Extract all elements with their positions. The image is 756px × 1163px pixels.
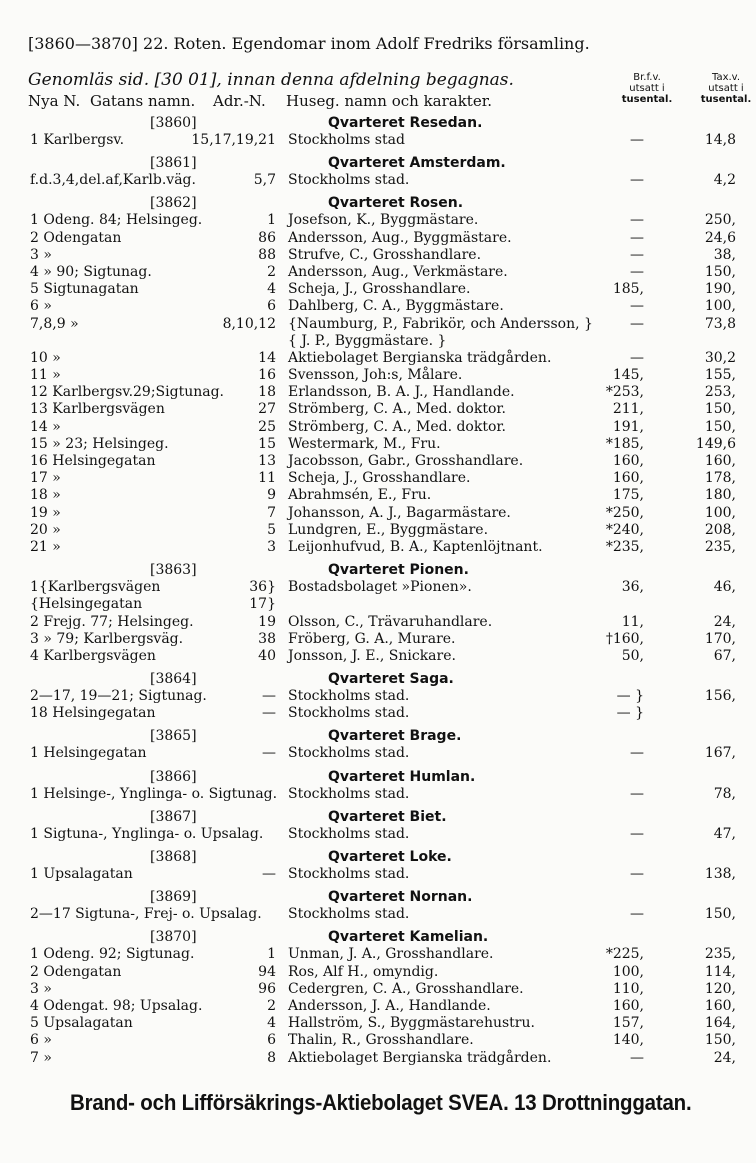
property-row: [0, 384, 756, 401]
property-row: [0, 247, 756, 264]
reading-note: Genomläs sid. [30 01], innan denna afdelning begagnas.: [28, 70, 514, 90]
owner: Ros, Alf H., omyndig.: [288, 963, 439, 980]
col-street-name: Gatans namn.: [90, 92, 196, 110]
address: 5 Sigtunagatan: [30, 281, 139, 298]
col-address-number: Adr.-N.: [213, 92, 266, 110]
street-number: 1: [267, 212, 276, 229]
address: 7 »: [30, 1049, 52, 1066]
quarter-block: [0, 562, 756, 671]
quarter-heading: [0, 115, 756, 132]
quarter-heading: [0, 849, 756, 866]
quarter-code: [3867]: [150, 808, 197, 825]
address: 4 Karlbergsvägen: [30, 647, 156, 664]
owner: Dahlberg, C. A., Byggmästare.: [288, 298, 504, 315]
quarter-block: [0, 155, 756, 195]
property-row: [0, 350, 756, 367]
tax-value: 73,8: [704, 315, 736, 332]
tax-value: 100,: [704, 504, 736, 521]
property-row: [0, 745, 756, 762]
street-number: 15,17,19,21: [191, 132, 276, 148]
col-owner: Huseg. namn och karakter.: [286, 92, 493, 110]
street-number: 19: [258, 613, 276, 630]
owner: Stockholms stad.: [288, 705, 410, 722]
street-number: 4: [267, 1015, 276, 1032]
property-row: [0, 596, 756, 613]
owner: Stockholms stad.: [288, 745, 410, 762]
fire-insurance-value: — }: [616, 705, 644, 722]
street-number: 8: [267, 1049, 276, 1066]
fire-insurance-value: —: [630, 825, 644, 842]
street-number: 16: [258, 367, 276, 384]
property-row: [0, 946, 756, 963]
owner: Josefson, K., Byggmästare.: [288, 212, 479, 229]
street-number: 7: [267, 504, 276, 521]
address: 3 »: [30, 246, 52, 263]
fire-insurance-value: 11,: [621, 613, 644, 630]
owner: Stockholms stad: [288, 132, 405, 148]
owner: Bostadsbolaget »Pionen».: [288, 579, 472, 596]
owner: Cedergren, C. A., Grosshandlare.: [288, 980, 524, 997]
quarter-block: [0, 849, 756, 889]
address: 3 »: [30, 980, 52, 997]
tax-value: 208,: [704, 521, 736, 538]
quarter-name: Qvarteret Resedan.: [328, 115, 483, 131]
owner: Johansson, A. J., Bagarmästare.: [288, 504, 511, 521]
quarter-heading: [0, 671, 756, 688]
address: 1 Sigtuna-, Ynglinga- o. Upsalag.: [30, 825, 264, 842]
fire-insurance-value: 160,: [612, 470, 644, 487]
street-number: 9: [267, 487, 276, 504]
address: 2 Odengatan: [30, 963, 122, 980]
owner: Strufve, C., Grosshandlare.: [288, 246, 482, 263]
address: 1 Odeng. 84; Helsingeg.: [30, 212, 203, 229]
quarter-code: [3866]: [150, 768, 197, 785]
property-row: [0, 367, 756, 384]
owner: Stockholms stad.: [288, 825, 410, 842]
tax-value: 4,2: [713, 172, 736, 189]
owner: Jonsson, J. E., Snickare.: [288, 647, 456, 664]
tax-value: 235,: [704, 538, 736, 555]
owner: Olsson, C., Trävaruhandlare.: [288, 613, 493, 630]
address: 2—17 Sigtuna-, Frej- o. Upsalag.: [30, 906, 262, 923]
property-row: [0, 688, 756, 705]
owner: Fröberg, G. A., Murare.: [288, 630, 456, 647]
fire-insurance-value: 145,: [612, 367, 644, 384]
tax-value: 156,: [704, 688, 736, 705]
street-number: —: [262, 745, 276, 762]
tax-value: 24,6: [704, 229, 736, 246]
tax-value: 180,: [704, 487, 736, 504]
fire-insurance-value: 175,: [612, 487, 644, 504]
fire-insurance-value: 211,: [612, 401, 644, 418]
owner: Strömberg, C. A., Med. doktor.: [288, 418, 507, 435]
owner: Scheja, J., Grosshandlare.: [288, 470, 471, 487]
street-number: 1: [267, 946, 276, 963]
street-number: 25: [258, 418, 276, 435]
street-number: —: [262, 866, 276, 882]
property-row: [0, 614, 756, 631]
tax-value: 67,: [713, 647, 736, 664]
fire-insurance-value: —: [630, 745, 644, 762]
quarter-code: [3860]: [150, 115, 197, 131]
tax-value: 178,: [704, 470, 736, 487]
fire-insurance-value: 157,: [612, 1015, 644, 1032]
quarter-heading: [0, 769, 756, 786]
fire-insurance-value: —: [630, 172, 644, 189]
street-number: 88: [258, 246, 276, 263]
quarter-block: [0, 769, 756, 809]
fire-insurance-value: 185,: [612, 281, 644, 298]
address: 2—17, 19—21; Sigtunag.: [30, 688, 207, 705]
street-number: —: [262, 688, 276, 705]
tax-value: 150,: [704, 906, 736, 923]
fire-insurance-value: —: [630, 349, 644, 366]
property-row: [0, 132, 756, 149]
quarter-code: [3863]: [150, 562, 197, 579]
address: 2 Frejg. 77; Helsingeg.: [30, 613, 194, 630]
owner: Abrahmsén, E., Fru.: [288, 487, 432, 504]
quarter-name: Qvarteret Amsterdam.: [328, 155, 506, 172]
address: {Helsingegatan: [30, 596, 143, 613]
street-number: 40: [258, 647, 276, 664]
owner: {Naumburg, P., Fabrikör, och Andersson, }: [288, 315, 593, 332]
owner: Scheja, J., Grosshandlare.: [288, 281, 471, 298]
property-row: [0, 401, 756, 418]
address: 1 Odeng. 92; Sigtunag.: [30, 946, 195, 963]
tax-value: 138,: [704, 866, 736, 882]
quarter-block: [0, 195, 756, 562]
owner: { J. P., Byggmästare. }: [288, 332, 447, 349]
owner: Stockholms stad.: [288, 172, 410, 189]
tax-value: 78,: [713, 785, 736, 802]
fire-insurance-value: — }: [616, 688, 644, 705]
address: 1 Helsingegatan: [30, 745, 147, 762]
fire-insurance-value: *235,: [605, 538, 644, 555]
quarter-name: Qvarteret Nornan.: [328, 889, 473, 906]
tax-value: 150,: [704, 418, 736, 435]
fire-insurance-value: —: [630, 132, 644, 148]
tax-value: 250,: [704, 212, 736, 229]
owner: Thalin, R., Grosshandlare.: [288, 1032, 474, 1049]
tax-value: 150,: [704, 1032, 736, 1049]
quarter-name: Qvarteret Saga.: [328, 671, 454, 688]
property-row: [0, 281, 756, 298]
quarter-block: [0, 671, 756, 728]
quarter-heading: [0, 728, 756, 745]
property-row: [0, 230, 756, 247]
quarter-code: [3868]: [150, 849, 197, 865]
tax-value: 160,: [704, 997, 736, 1014]
address: 21 »: [30, 538, 61, 555]
fire-insurance-value: —: [630, 1049, 644, 1066]
street-number: 4: [267, 281, 276, 298]
address: 6 »: [30, 1032, 52, 1049]
property-row: [0, 964, 756, 981]
tax-value: 160,: [704, 453, 736, 469]
tax-value: 150,: [704, 263, 736, 280]
tax-value: 24,: [713, 613, 736, 630]
col-tax-value: Tax.v. utsatt i tusental.: [700, 72, 752, 105]
owner: Westermark, M., Fru.: [288, 435, 441, 452]
address: f.d.3,4,del.af,Karlb.väg.: [30, 172, 196, 189]
fire-insurance-value: —: [630, 906, 644, 923]
street-number: —: [262, 705, 276, 722]
address: 17 »: [30, 470, 61, 487]
quarter-name: Qvarteret Biet.: [328, 808, 447, 825]
quarter-heading: [0, 889, 756, 906]
address: 15 » 23; Helsingeg.: [30, 435, 169, 452]
property-row: [0, 264, 756, 281]
tax-value: 30,2: [704, 349, 736, 366]
address: 1 Helsinge-, Ynglinga- o. Sigtunag.: [30, 785, 278, 802]
quarter-heading: [0, 155, 756, 172]
quarter-code: [3864]: [150, 671, 197, 688]
quarter-heading: [0, 195, 756, 212]
address: 18 »: [30, 487, 61, 504]
property-row: [0, 212, 756, 229]
property-row: [0, 826, 756, 843]
address: 1{Karlbergsvägen: [30, 579, 161, 596]
fire-insurance-value: *185,: [605, 435, 644, 452]
quarter-block: [0, 115, 756, 155]
owner: Andersson, J. A., Handlande.: [288, 997, 491, 1014]
quarter-block: [0, 929, 756, 1072]
quarter-heading: [0, 929, 756, 946]
street-number: 17}: [249, 596, 276, 613]
advertisement-footer: Brand- och Lifförsäkrings-Aktiebolaget SVEA. 13 Drottninggatan.: [70, 1090, 692, 1115]
street-number: 86: [258, 229, 276, 246]
street-number: 5,7: [253, 172, 276, 189]
owner: Andersson, Aug., Byggmästare.: [288, 229, 512, 246]
property-row: [0, 419, 756, 436]
fire-insurance-value: —: [630, 229, 644, 246]
property-row: [0, 298, 756, 315]
property-row: [0, 539, 756, 556]
owner: Unman, J. A., Grosshandlare.: [288, 946, 494, 963]
property-row: [0, 316, 756, 333]
property-row: [0, 786, 756, 803]
street-number: 11: [258, 470, 276, 487]
owner: Aktiebolaget Bergianska trädgården.: [288, 349, 552, 366]
tax-value: 38,: [713, 246, 736, 263]
street-number: 13: [258, 453, 276, 469]
property-row: [0, 1032, 756, 1049]
col-new-number: Nya N.: [28, 92, 81, 110]
fire-insurance-value: *225,: [605, 946, 644, 963]
fire-insurance-value: 160,: [612, 453, 644, 469]
street-number: 36}: [249, 579, 276, 596]
owner: Erlandsson, B. A. J., Handlande.: [288, 384, 515, 401]
fire-insurance-value: —: [630, 212, 644, 229]
street-number: 27: [258, 401, 276, 418]
tax-value: 149,6: [695, 435, 736, 452]
fire-insurance-value: 36,: [621, 579, 644, 596]
owner: Aktiebolaget Bergianska trädgården.: [288, 1049, 552, 1066]
address: 4 Odengat. 98; Upsalag.: [30, 997, 203, 1014]
street-number: 5: [267, 521, 276, 538]
property-row: [0, 705, 756, 722]
address: 1 Karlbergsv.: [30, 132, 125, 148]
tax-value: 167,: [704, 745, 736, 762]
quarter-block: [0, 809, 756, 849]
tax-value: 150,: [704, 401, 736, 418]
property-blocks: [0, 115, 756, 1073]
tax-value: 155,: [704, 367, 736, 384]
address: 13 Karlbergsvägen: [30, 401, 165, 418]
street-number: 15: [258, 435, 276, 452]
street-number: 6: [267, 298, 276, 315]
owner: Svensson, Joh:s, Målare.: [288, 367, 463, 384]
address: 12 Karlbergsv.29;Sigtunag.: [30, 384, 225, 401]
property-row: [0, 631, 756, 648]
col-fire-insurance-value: Br.f.v. utsatt i tusental.: [621, 72, 673, 105]
property-row: [0, 1015, 756, 1032]
owner: Hallström, S., Byggmästarehustru.: [288, 1015, 535, 1032]
property-row: [0, 998, 756, 1015]
owner: Stockholms stad.: [288, 785, 410, 802]
tax-value: 253,: [704, 384, 736, 401]
address: 7,8,9 »: [30, 315, 79, 332]
property-row: [0, 579, 756, 596]
quarter-code: [3862]: [150, 195, 197, 212]
owner: Stockholms stad.: [288, 906, 410, 923]
property-row: [0, 906, 756, 923]
fire-insurance-value: †160,: [605, 630, 644, 647]
property-row: [0, 487, 756, 504]
quarter-heading: [0, 809, 756, 826]
quarter-code: [3865]: [150, 728, 197, 745]
address: 10 »: [30, 349, 61, 366]
tax-value: 24,: [713, 1049, 736, 1066]
address: 16 Helsingegatan: [30, 453, 156, 469]
tax-value: 14,8: [704, 132, 736, 148]
fire-insurance-value: —: [630, 298, 644, 315]
owner: Leijonhufvud, B. A., Kaptenlöjtnant.: [288, 538, 543, 555]
property-row: [0, 470, 756, 487]
fire-insurance-value: *253,: [605, 384, 644, 401]
tax-value: 114,: [704, 963, 736, 980]
quarter-block: [0, 889, 756, 929]
property-row: [0, 453, 756, 470]
tax-value: 47,: [713, 825, 736, 842]
fire-insurance-value: —: [630, 866, 644, 882]
street-number: 2: [267, 263, 276, 280]
fire-insurance-value: 160,: [612, 997, 644, 1014]
property-row: [0, 436, 756, 453]
property-row: [0, 172, 756, 189]
address: 18 Helsingegatan: [30, 705, 156, 722]
fire-insurance-value: 140,: [612, 1032, 644, 1049]
tax-value: 170,: [704, 630, 736, 647]
tax-value: 120,: [704, 980, 736, 997]
address: 14 »: [30, 418, 61, 435]
quarter-name: Qvarteret Kamelian.: [328, 929, 489, 946]
tax-value: 46,: [713, 579, 736, 596]
property-row: [0, 1050, 756, 1067]
street-number: 8,10,12: [222, 315, 276, 332]
quarter-name: Qvarteret Loke.: [328, 849, 452, 865]
fire-insurance-value: —: [630, 785, 644, 802]
quarter-heading: [0, 562, 756, 579]
fire-insurance-value: —: [630, 263, 644, 280]
fire-insurance-value: *250,: [605, 504, 644, 521]
street-number: 96: [258, 980, 276, 997]
street-number: 38: [258, 630, 276, 647]
owner: Lundgren, E., Byggmästare.: [288, 521, 489, 538]
street-number: 2: [267, 997, 276, 1014]
address: 11 »: [30, 367, 61, 384]
tax-value: 100,: [704, 298, 736, 315]
page-header: [3860—3870] 22. Roten. Egendomar inom Adolf Fredriks församling.: [28, 34, 590, 53]
fire-insurance-value: *240,: [605, 521, 644, 538]
address: 6 »: [30, 298, 52, 315]
address: 2 Odengatan: [30, 229, 122, 246]
address: 4 » 90; Sigtunag.: [30, 263, 152, 280]
property-row: [0, 505, 756, 522]
owner: Strömberg, C. A., Med. doktor.: [288, 401, 507, 418]
address: 1 Upsalagatan: [30, 866, 133, 882]
property-row: [0, 981, 756, 998]
owner: Stockholms stad.: [288, 688, 410, 705]
quarter-block: [0, 728, 756, 768]
owner: Jacobsson, Gabr., Grosshandlare.: [288, 453, 524, 469]
street-number: 6: [267, 1032, 276, 1049]
fire-insurance-value: 110,: [612, 980, 644, 997]
street-number: 18: [258, 384, 276, 401]
fire-insurance-value: —: [630, 246, 644, 263]
fire-insurance-value: 191,: [612, 418, 644, 435]
street-number: 94: [258, 963, 276, 980]
property-row: [0, 522, 756, 539]
property-row: [0, 866, 756, 883]
quarter-name: Qvarteret Pionen.: [328, 562, 469, 579]
property-row: [0, 333, 756, 350]
fire-insurance-value: 100,: [612, 963, 644, 980]
owner: Stockholms stad.: [288, 866, 410, 882]
owner: Andersson, Aug., Verkmästare.: [288, 263, 508, 280]
fire-insurance-value: 50,: [621, 647, 644, 664]
address: 19 »: [30, 504, 61, 521]
street-number: 14: [258, 349, 276, 366]
quarter-code: [3861]: [150, 155, 197, 172]
quarter-name: Qvarteret Rosen.: [328, 195, 464, 212]
quarter-name: Qvarteret Brage.: [328, 728, 462, 745]
tax-value: 190,: [704, 281, 736, 298]
address: 3 » 79; Karlbergsväg.: [30, 630, 184, 647]
quarter-code: [3870]: [150, 929, 197, 946]
street-number: 3: [267, 538, 276, 555]
property-row: [0, 648, 756, 665]
tax-value: 235,: [704, 946, 736, 963]
fire-insurance-value: —: [630, 315, 644, 332]
address: 20 »: [30, 521, 61, 538]
tax-value: 164,: [704, 1015, 736, 1032]
quarter-name: Qvarteret Humlan.: [328, 768, 476, 785]
quarter-code: [3869]: [150, 889, 197, 906]
address: 5 Upsalagatan: [30, 1015, 133, 1032]
